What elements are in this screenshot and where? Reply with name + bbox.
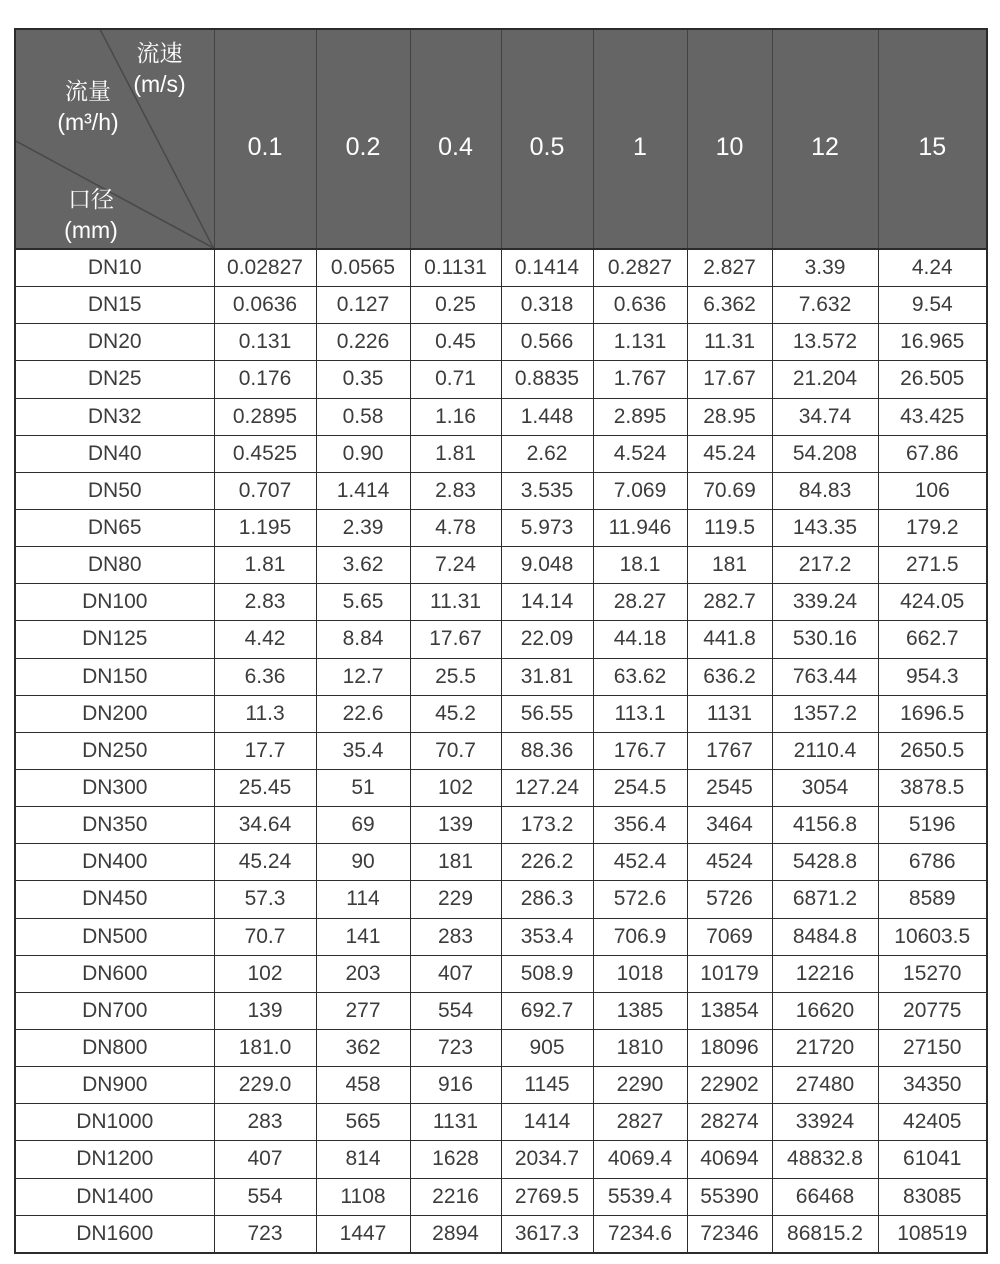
flow-value-cell: 692.7 [501, 992, 593, 1029]
flow-value-cell: 0.25 [410, 287, 501, 324]
flow-value-cell: 0.636 [593, 287, 687, 324]
flow-value-cell: 1.16 [410, 398, 501, 435]
flow-value-cell: 70.7 [214, 918, 316, 955]
flow-value-cell: 636.2 [687, 658, 772, 695]
flow-value-cell: 1131 [687, 695, 772, 732]
flow-value-cell: 356.4 [593, 807, 687, 844]
table-row [15, 844, 987, 881]
flow-value-cell: 662.7 [878, 621, 987, 658]
diameter-cell: DN15 [15, 287, 214, 324]
diameter-cell: DN20 [15, 324, 214, 361]
velocity-column-header: 0.5 [501, 29, 593, 249]
flow-value-cell: 1.767 [593, 361, 687, 398]
flow-value-cell: 2769.5 [501, 1178, 593, 1215]
flow-value-cell: 42405 [878, 1104, 987, 1141]
table-row [15, 1067, 987, 1104]
diameter-axis-label [36, 184, 146, 246]
flow-value-cell: 127.24 [501, 769, 593, 806]
flow-value-cell: 5196 [878, 807, 987, 844]
flow-value-cell: 25.45 [214, 769, 316, 806]
table-row [15, 324, 987, 361]
header-row [15, 29, 987, 249]
flow-value-cell: 20775 [878, 992, 987, 1029]
table-row [15, 658, 987, 695]
flow-value-cell: 7069 [687, 918, 772, 955]
flow-label-text: 流量 [65, 78, 111, 104]
flow-value-cell: 1145 [501, 1067, 593, 1104]
flow-value-cell: 1.81 [214, 547, 316, 584]
flow-value-cell: 2290 [593, 1067, 687, 1104]
flow-value-cell: 7.069 [593, 472, 687, 509]
flow-value-cell: 27480 [772, 1067, 878, 1104]
flow-value-cell: 916 [410, 1067, 501, 1104]
flow-value-cell: 217.2 [772, 547, 878, 584]
velocity-column-header: 0.4 [410, 29, 501, 249]
flow-value-cell: 63.62 [593, 658, 687, 695]
flow-value-cell: 86815.2 [772, 1215, 878, 1253]
flow-value-cell: 66468 [772, 1178, 878, 1215]
flow-value-cell: 0.127 [316, 287, 410, 324]
flow-value-cell: 441.8 [687, 621, 772, 658]
flow-value-cell: 5428.8 [772, 844, 878, 881]
flow-value-cell: 48832.8 [772, 1141, 878, 1178]
flow-value-cell: 1414 [501, 1104, 593, 1141]
flow-value-cell: 8484.8 [772, 918, 878, 955]
flow-value-cell: 22.09 [501, 621, 593, 658]
flow-value-cell: 271.5 [878, 547, 987, 584]
flow-value-cell: 35.4 [316, 732, 410, 769]
table-row [15, 584, 987, 621]
flow-value-cell: 572.6 [593, 881, 687, 918]
flow-value-cell: 4069.4 [593, 1141, 687, 1178]
flow-value-cell: 6.362 [687, 287, 772, 324]
diameter-cell: DN1200 [15, 1141, 214, 1178]
flow-value-cell: 424.05 [878, 584, 987, 621]
flow-value-cell: 13854 [687, 992, 772, 1029]
flow-value-cell: 0.226 [316, 324, 410, 361]
flow-value-cell: 28.27 [593, 584, 687, 621]
flow-value-cell: 13.572 [772, 324, 878, 361]
flow-value-cell: 21.204 [772, 361, 878, 398]
table-row [15, 249, 987, 287]
diameter-cell: DN700 [15, 992, 214, 1029]
flow-value-cell: 22902 [687, 1067, 772, 1104]
flow-value-cell: 565 [316, 1104, 410, 1141]
flow-value-cell: 1447 [316, 1215, 410, 1253]
table-row [15, 472, 987, 509]
flow-value-cell: 12.7 [316, 658, 410, 695]
flow-value-cell: 5539.4 [593, 1178, 687, 1215]
table-row [15, 881, 987, 918]
diameter-cell: DN1000 [15, 1104, 214, 1141]
flow-value-cell: 45.24 [687, 435, 772, 472]
flow-value-cell: 179.2 [878, 509, 987, 546]
flow-value-cell: 139 [214, 992, 316, 1029]
flow-value-cell: 141 [316, 918, 410, 955]
flow-value-cell: 0.131 [214, 324, 316, 361]
flow-value-cell: 1810 [593, 1029, 687, 1066]
flow-value-cell: 45.24 [214, 844, 316, 881]
flow-value-cell: 114 [316, 881, 410, 918]
diameter-cell: DN50 [15, 472, 214, 509]
flow-value-cell: 814 [316, 1141, 410, 1178]
flow-value-cell: 723 [214, 1215, 316, 1253]
flow-value-cell: 4156.8 [772, 807, 878, 844]
flow-value-cell: 4.42 [214, 621, 316, 658]
flow-value-cell: 83085 [878, 1178, 987, 1215]
flow-value-cell: 0.4525 [214, 435, 316, 472]
flow-value-cell: 17.7 [214, 732, 316, 769]
flow-value-cell: 14.14 [501, 584, 593, 621]
velocity-label-text: 流速 [136, 40, 183, 66]
velocity-column-header: 12 [772, 29, 878, 249]
table-row [15, 1104, 987, 1141]
flow-value-cell: 3464 [687, 807, 772, 844]
flow-value-cell: 5.973 [501, 509, 593, 546]
flow-value-cell: 554 [410, 992, 501, 1029]
flow-value-cell: 458 [316, 1067, 410, 1104]
flow-value-cell: 229 [410, 881, 501, 918]
flow-value-cell: 11.31 [687, 324, 772, 361]
flow-value-cell: 1131 [410, 1104, 501, 1141]
flow-value-cell: 5726 [687, 881, 772, 918]
flow-value-cell: 0.45 [410, 324, 501, 361]
flow-value-cell: 102 [214, 955, 316, 992]
flow-value-cell: 22.6 [316, 695, 410, 732]
flow-value-cell: 4.78 [410, 509, 501, 546]
flow-value-cell: 15270 [878, 955, 987, 992]
table-row [15, 918, 987, 955]
flow-value-cell: 283 [214, 1104, 316, 1141]
table-row [15, 1141, 987, 1178]
flow-value-cell: 2.827 [687, 249, 772, 287]
velocity-column-header: 15 [878, 29, 987, 249]
table-row [15, 361, 987, 398]
flow-value-cell: 43.425 [878, 398, 987, 435]
flow-value-cell: 1696.5 [878, 695, 987, 732]
flow-value-cell: 3617.3 [501, 1215, 593, 1253]
flow-value-cell: 70.69 [687, 472, 772, 509]
flow-value-cell: 56.55 [501, 695, 593, 732]
flow-value-cell: 4.524 [593, 435, 687, 472]
diameter-cell: DN900 [15, 1067, 214, 1104]
flow-value-cell: 4.24 [878, 249, 987, 287]
flow-value-cell: 8.84 [316, 621, 410, 658]
diameter-cell: DN150 [15, 658, 214, 695]
table-row [15, 992, 987, 1029]
diameter-cell: DN125 [15, 621, 214, 658]
flow-value-cell: 12216 [772, 955, 878, 992]
flow-value-cell: 119.5 [687, 509, 772, 546]
diameter-cell: DN300 [15, 769, 214, 806]
flow-value-cell: 0.71 [410, 361, 501, 398]
flow-value-cell: 2894 [410, 1215, 501, 1253]
flow-value-cell: 45.2 [410, 695, 501, 732]
flow-axis-label [28, 76, 148, 138]
flow-value-cell: 31.81 [501, 658, 593, 695]
flow-value-cell: 25.5 [410, 658, 501, 695]
flow-value-cell: 339.24 [772, 584, 878, 621]
velocity-column-header: 0.1 [214, 29, 316, 249]
flow-value-cell: 2216 [410, 1178, 501, 1215]
flow-value-cell: 16.965 [878, 324, 987, 361]
flow-value-cell: 508.9 [501, 955, 593, 992]
flow-value-cell: 72346 [687, 1215, 772, 1253]
flow-value-cell: 0.8835 [501, 361, 593, 398]
flow-value-cell: 203 [316, 955, 410, 992]
table-row [15, 695, 987, 732]
flow-value-cell: 4524 [687, 844, 772, 881]
flow-value-cell: 706.9 [593, 918, 687, 955]
flow-value-cell: 1.448 [501, 398, 593, 435]
flow-value-cell: 530.16 [772, 621, 878, 658]
flow-value-cell: 0.2895 [214, 398, 316, 435]
flow-value-cell: 282.7 [687, 584, 772, 621]
flow-value-cell: 3.62 [316, 547, 410, 584]
flow-value-cell: 40694 [687, 1141, 772, 1178]
velocity-unit-text: (m/s) [133, 71, 186, 98]
flow-value-cell: 6871.2 [772, 881, 878, 918]
diameter-cell: DN1600 [15, 1215, 214, 1253]
flow-value-cell: 90 [316, 844, 410, 881]
table-row [15, 769, 987, 806]
flow-value-cell: 54.208 [772, 435, 878, 472]
corner-cell [15, 29, 214, 249]
diameter-cell: DN500 [15, 918, 214, 955]
flow-value-cell: 3878.5 [878, 769, 987, 806]
flow-value-cell: 2.83 [410, 472, 501, 509]
flow-value-cell: 6786 [878, 844, 987, 881]
flow-value-cell: 7234.6 [593, 1215, 687, 1253]
diameter-cell: DN200 [15, 695, 214, 732]
table-row [15, 547, 987, 584]
flow-value-cell: 9.54 [878, 287, 987, 324]
flow-value-cell: 283 [410, 918, 501, 955]
flow-value-cell: 1.195 [214, 509, 316, 546]
flow-value-cell: 3.535 [501, 472, 593, 509]
flow-value-cell: 362 [316, 1029, 410, 1066]
flow-value-cell: 88.36 [501, 732, 593, 769]
flow-value-cell: 34.74 [772, 398, 878, 435]
flow-value-cell: 106 [878, 472, 987, 509]
flow-value-cell: 554 [214, 1178, 316, 1215]
flow-value-cell: 2.83 [214, 584, 316, 621]
flow-value-cell: 28274 [687, 1104, 772, 1141]
flow-value-cell: 353.4 [501, 918, 593, 955]
flow-value-cell: 407 [214, 1141, 316, 1178]
diameter-cell: DN25 [15, 361, 214, 398]
table-row [15, 1215, 987, 1253]
flow-value-cell: 2827 [593, 1104, 687, 1141]
flow-value-cell: 108519 [878, 1215, 987, 1253]
flow-value-cell: 0.0636 [214, 287, 316, 324]
flow-value-cell: 34350 [878, 1067, 987, 1104]
flow-value-cell: 176.7 [593, 732, 687, 769]
flow-value-cell: 2034.7 [501, 1141, 593, 1178]
table-row [15, 807, 987, 844]
flow-value-cell: 277 [316, 992, 410, 1029]
flow-value-cell: 181 [687, 547, 772, 584]
flow-value-cell: 70.7 [410, 732, 501, 769]
flow-value-cell: 17.67 [687, 361, 772, 398]
flow-value-cell: 0.2827 [593, 249, 687, 287]
flow-value-cell: 181 [410, 844, 501, 881]
flow-value-cell: 26.505 [878, 361, 987, 398]
flow-value-cell: 0.35 [316, 361, 410, 398]
table-row [15, 287, 987, 324]
velocity-column-header: 0.2 [316, 29, 410, 249]
flow-value-cell: 0.90 [316, 435, 410, 472]
table-row [15, 1029, 987, 1066]
flow-value-cell: 57.3 [214, 881, 316, 918]
table-row [15, 509, 987, 546]
flow-value-cell: 55390 [687, 1178, 772, 1215]
diameter-cell: DN10 [15, 249, 214, 287]
flow-value-cell: 18096 [687, 1029, 772, 1066]
diameter-cell: DN32 [15, 398, 214, 435]
flow-value-cell: 0.58 [316, 398, 410, 435]
flow-value-cell: 1357.2 [772, 695, 878, 732]
flow-value-cell: 723 [410, 1029, 501, 1066]
diameter-cell: DN350 [15, 807, 214, 844]
flow-value-cell: 286.3 [501, 881, 593, 918]
flow-value-cell: 1018 [593, 955, 687, 992]
flow-value-cell: 1767 [687, 732, 772, 769]
flow-value-cell: 11.31 [410, 584, 501, 621]
diameter-cell: DN1400 [15, 1178, 214, 1215]
flow-value-cell: 33924 [772, 1104, 878, 1141]
flow-value-cell: 3054 [772, 769, 878, 806]
velocity-column-header: 10 [687, 29, 772, 249]
flow-value-cell: 763.44 [772, 658, 878, 695]
flow-value-cell: 905 [501, 1029, 593, 1066]
flow-value-cell: 21720 [772, 1029, 878, 1066]
flow-value-cell: 2.62 [501, 435, 593, 472]
flow-value-cell: 229.0 [214, 1067, 316, 1104]
table-row [15, 621, 987, 658]
flow-value-cell: 11.946 [593, 509, 687, 546]
flow-value-cell: 8589 [878, 881, 987, 918]
flow-value-cell: 0.176 [214, 361, 316, 398]
flow-value-cell: 5.65 [316, 584, 410, 621]
flow-value-cell: 102 [410, 769, 501, 806]
diameter-cell: DN80 [15, 547, 214, 584]
flow-value-cell: 1.131 [593, 324, 687, 361]
flow-value-cell: 69 [316, 807, 410, 844]
flow-value-cell: 0.318 [501, 287, 593, 324]
flow-value-cell: 2545 [687, 769, 772, 806]
flow-value-cell: 181.0 [214, 1029, 316, 1066]
flow-value-cell: 1.81 [410, 435, 501, 472]
flow-value-cell: 1108 [316, 1178, 410, 1215]
table-row [15, 1178, 987, 1215]
flow-value-cell: 11.3 [214, 695, 316, 732]
table-row [15, 732, 987, 769]
flow-value-cell: 173.2 [501, 807, 593, 844]
flow-value-cell: 28.95 [687, 398, 772, 435]
flow-value-cell: 10179 [687, 955, 772, 992]
diameter-cell: DN65 [15, 509, 214, 546]
flow-value-cell: 143.35 [772, 509, 878, 546]
flow-value-cell: 34.64 [214, 807, 316, 844]
flow-value-cell: 0.566 [501, 324, 593, 361]
diameter-cell: DN450 [15, 881, 214, 918]
flow-value-cell: 226.2 [501, 844, 593, 881]
table-body [15, 249, 987, 1253]
flow-value-cell: 0.0565 [316, 249, 410, 287]
flow-value-cell: 2.39 [316, 509, 410, 546]
flow-value-cell: 0.707 [214, 472, 316, 509]
flow-value-cell: 407 [410, 955, 501, 992]
diameter-cell: DN800 [15, 1029, 214, 1066]
flow-reference-table [14, 28, 988, 1254]
flow-value-cell: 84.83 [772, 472, 878, 509]
flow-value-cell: 2110.4 [772, 732, 878, 769]
flow-value-cell: 1628 [410, 1141, 501, 1178]
diameter-cell: DN400 [15, 844, 214, 881]
flow-value-cell: 0.02827 [214, 249, 316, 287]
table-row [15, 955, 987, 992]
flow-value-cell: 7.24 [410, 547, 501, 584]
diameter-cell: DN40 [15, 435, 214, 472]
flow-unit-text: (m³/h) [57, 109, 119, 136]
flow-value-cell: 1.414 [316, 472, 410, 509]
flow-value-cell: 7.632 [772, 287, 878, 324]
table-row [15, 398, 987, 435]
flow-value-cell: 2650.5 [878, 732, 987, 769]
flow-value-cell: 10603.5 [878, 918, 987, 955]
flow-value-cell: 139 [410, 807, 501, 844]
flow-value-cell: 44.18 [593, 621, 687, 658]
flow-value-cell: 0.1131 [410, 249, 501, 287]
flow-value-cell: 6.36 [214, 658, 316, 695]
flow-value-cell: 9.048 [501, 547, 593, 584]
velocity-column-header: 1 [593, 29, 687, 249]
flow-value-cell: 954.3 [878, 658, 987, 695]
flow-value-cell: 3.39 [772, 249, 878, 287]
flow-value-cell: 0.1414 [501, 249, 593, 287]
diameter-label-text: 口径 [68, 185, 114, 212]
flow-value-cell: 17.67 [410, 621, 501, 658]
flow-value-cell: 16620 [772, 992, 878, 1029]
diameter-cell: DN600 [15, 955, 214, 992]
flow-value-cell: 1385 [593, 992, 687, 1029]
flow-value-cell: 51 [316, 769, 410, 806]
flow-value-cell: 27150 [878, 1029, 987, 1066]
diameter-unit-text: (mm) [64, 216, 118, 243]
flow-value-cell: 452.4 [593, 844, 687, 881]
flow-value-cell: 2.895 [593, 398, 687, 435]
flow-value-cell: 67.86 [878, 435, 987, 472]
table-row [15, 435, 987, 472]
flow-value-cell: 61041 [878, 1141, 987, 1178]
diameter-cell: DN100 [15, 584, 214, 621]
flow-value-cell: 113.1 [593, 695, 687, 732]
flow-value-cell: 254.5 [593, 769, 687, 806]
flow-value-cell: 18.1 [593, 547, 687, 584]
diameter-cell: DN250 [15, 732, 214, 769]
